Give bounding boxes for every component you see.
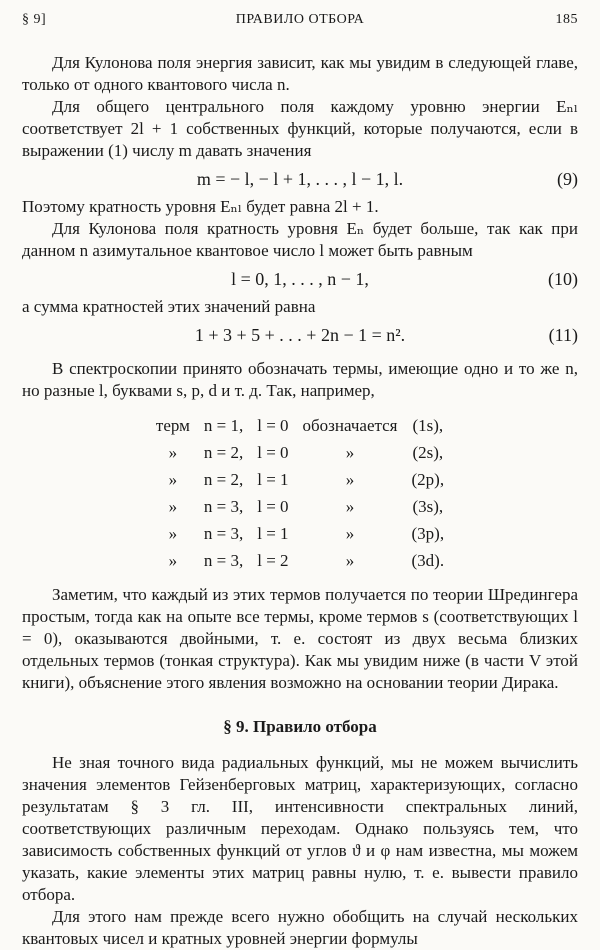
page-body [22, 52, 578, 950]
page-number: 185 [555, 12, 578, 27]
term-cell-verb: » [345, 496, 355, 516]
term-cell-label: (2s), [412, 442, 444, 462]
term-cell-lead: » [168, 442, 178, 462]
term-notation-table [149, 412, 451, 574]
term-row [149, 547, 451, 574]
term-cell-label: (3p), [411, 523, 445, 543]
term-cell-lead: терм [155, 415, 190, 435]
equation-9 [22, 162, 578, 196]
equation-10-expression: l = 0, 1, . . . , n − 1, [231, 269, 369, 289]
term-cell-l: l = 0 [257, 442, 289, 462]
term-cell-l: l = 2 [257, 550, 289, 570]
term-cell-l: l = 0 [257, 496, 289, 516]
term-cell-n: n = 3, [203, 496, 244, 516]
term-cell-l: l = 1 [257, 469, 289, 489]
section-reference: § 9] [22, 12, 47, 27]
equation-11-number: (11) [548, 325, 578, 345]
term-cell-l: l = 1 [257, 523, 289, 543]
term-row [149, 493, 451, 520]
term-cell-label: (2p), [411, 469, 445, 489]
section-heading: § 9. Правило отбора [223, 717, 377, 736]
term-cell-verb: » [345, 550, 355, 570]
equation-11 [22, 318, 578, 352]
equation-9-expression: m = − l, − l + 1, . . . , l − 1, l. [196, 169, 404, 189]
term-cell-verb: обозначается [302, 415, 398, 435]
paragraph-3: Поэтому кратность уровня Eₙₗ будет равна 2l + 1. [22, 197, 379, 216]
term-cell-verb: » [345, 442, 355, 462]
term-cell-n: n = 1, [203, 415, 244, 435]
term-cell-lead: » [168, 550, 178, 570]
term-cell-label: (1s), [412, 415, 444, 435]
term-cell-verb: » [345, 469, 355, 489]
term-cell-lead: » [168, 469, 178, 489]
running-title: ПРАВИЛО ОТБОРА [235, 12, 365, 27]
term-cell-verb: » [345, 523, 355, 543]
equation-11-expression: 1 + 3 + 5 + . . . + 2n − 1 = n². [194, 325, 406, 345]
term-row [149, 520, 451, 547]
term-row [149, 466, 451, 493]
term-cell-n: n = 3, [203, 550, 244, 570]
term-cell-n: n = 2, [203, 469, 244, 489]
term-cell-label: (3s), [412, 496, 444, 516]
equation-9-number: (9) [557, 169, 578, 189]
running-header [22, 12, 578, 34]
term-row [149, 412, 451, 439]
paragraph-2: Для общего центрального поля каждому уровню энергии Eₙₗ соответствует 2l + 1 собственных функций, которые получаются, если в выражении (1) числу m давать значения [22, 97, 578, 160]
paragraph-1: Для Кулонова поля энергия зависит, как мы увидим в следующей главе, только от одного квантового числа n. [22, 53, 578, 94]
equation-10 [22, 262, 578, 296]
paragraph-4: Для Кулонова поля кратность уровня Eₙ будет больше, так как при данном n азимутальное квантовое число l может быть равным [22, 219, 578, 260]
term-cell-lead: » [168, 523, 178, 543]
paragraph-5: а сумма кратностей этих значений равна [22, 297, 316, 316]
paragraph-6: В спектроскопии принято обозначать термы, имеющие одно и то же n, но разные l, буквами s, p, d и т. д. Так, например, [22, 359, 578, 400]
paragraph-9: Для этого нам прежде всего нужно обобщить на случай нескольких квантовых чисел и кратных уровней энергии формулы [22, 907, 578, 948]
paragraph-8: Не зная точного вида радиальных функций, мы не можем вычислить значения элементов Гейзенберговых матриц, характеризующих, согласно результатам § 3 гл. III, интенсивности спектральных линий, соответствующих различным переходам. Однако пользуясь тем, что зависимость собственных функций от углов ϑ и φ нам известна, мы можем указать, какие элементы этих матриц равны нулю, т. е. вывести правило отбора. [22, 753, 578, 904]
equation-10-number: (10) [548, 269, 578, 289]
term-cell-n: n = 3, [203, 523, 244, 543]
term-cell-l: l = 0 [257, 415, 289, 435]
term-cell-n: n = 2, [203, 442, 244, 462]
term-row [149, 439, 451, 466]
paragraph-7: Заметим, что каждый из этих термов получается по теории Шредингера простым, тогда как на опыте все термы, кроме термов s (соответствующих l = 0), оказываются двойными, т. е. состоят из двух весьма близких отдельных термов (тонкая структура). Как мы увидим ниже (в части V этой книги), объяснение этого явления возможно на основании теории Дирака. [22, 585, 578, 692]
term-cell-label: (3d). [411, 550, 445, 570]
term-cell-lead: » [168, 496, 178, 516]
